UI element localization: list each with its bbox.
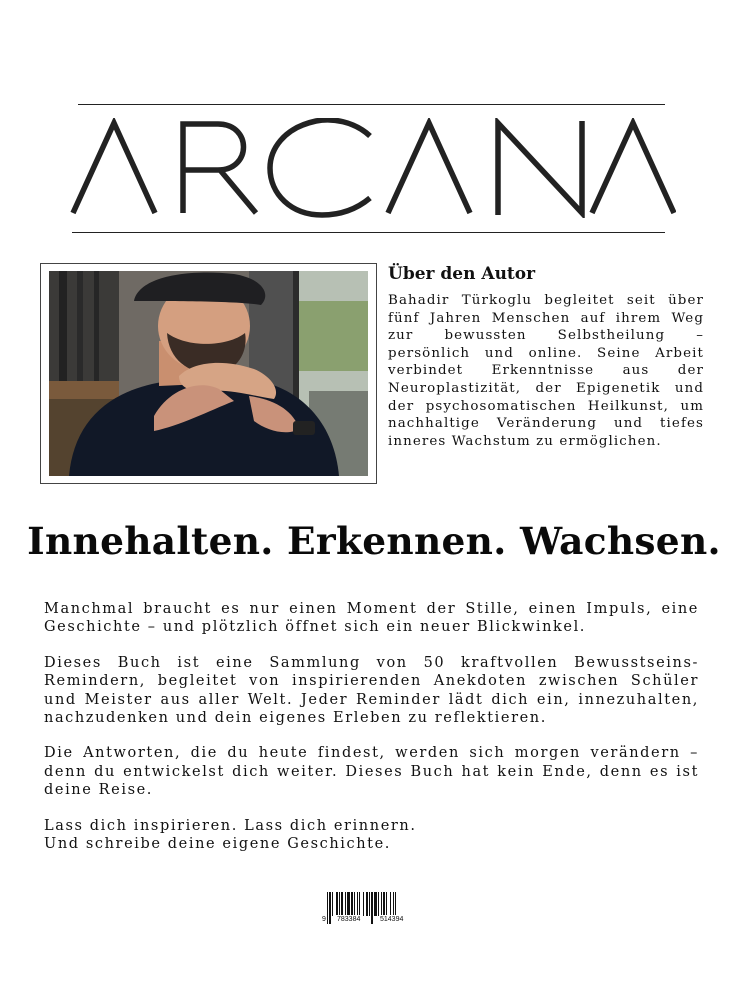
barcode-bar bbox=[359, 892, 360, 916]
barcode-bar bbox=[345, 892, 346, 916]
arcana-logo bbox=[70, 118, 676, 218]
about-text: Bahadir Türkoglu begleitet seit über fünf Jahren Menschen auf ihrem Weg zur bewussten Selbstheilung – persönlich und online. Seine Arbeit verbindet Erkenntnisse aus der Neuroplastizität, der Epigenetik und der psychosomatischen Heilkunst, um nachhaltige Veränderung und tiefes inneres Wachstum zu ermöglichen. bbox=[388, 293, 704, 449]
book-description bbox=[44, 600, 699, 870]
barcode-digits bbox=[319, 915, 423, 925]
barcode-bar bbox=[354, 892, 355, 916]
author-photo bbox=[49, 271, 368, 476]
barcode-bar bbox=[339, 892, 340, 916]
barcode-bar bbox=[366, 892, 368, 916]
headline: Innehalten. Erkennen. Wachsen. bbox=[27, 519, 721, 563]
barcode-bar bbox=[332, 892, 333, 916]
author-photo-frame bbox=[40, 263, 377, 484]
barcode-bar bbox=[369, 892, 370, 916]
barcode-bar bbox=[341, 892, 343, 916]
barcode-bar bbox=[363, 892, 364, 916]
barcode-bar bbox=[386, 892, 387, 916]
barcode-bar bbox=[393, 892, 394, 916]
paragraph-answers: Die Antworten, die du heute findest, werden sich morgen verändern – denn du entwickelst dich weiter. Dieses Buch hat kein Ende, denn es ist deine Reise. bbox=[44, 745, 699, 799]
barcode-group-2: 514394 bbox=[380, 916, 404, 923]
paragraph-collection: Dieses Buch ist eine Sammlung von 50 kraftvollen Bewusstseins-Remindern, begleitet von inspirierenden Anekdoten zwischen Schüler und Meister aus aller Welt. Jeder Reminder lädt dich ein, innezuhalten, nachzudenken und dein eigenes Erleben zu reflektieren. bbox=[44, 654, 699, 727]
barcode-lead-digit: 9 bbox=[322, 916, 326, 923]
barcode-bar bbox=[383, 892, 385, 916]
top-rule bbox=[78, 104, 665, 105]
barcode-group-1: 783384 bbox=[337, 916, 361, 923]
paragraph-intro: Manchmal braucht es nur einen Moment der Stille, einen Impuls, eine Geschichte – und plötzlich öffnet sich ein neuer Blickwinkel. bbox=[44, 601, 699, 636]
closing-line-1: Lass dich inspirieren. Lass dich erinnern. bbox=[44, 817, 417, 834]
barcode-bar bbox=[336, 892, 338, 916]
barcode-bar bbox=[351, 892, 353, 916]
bottom-rule bbox=[72, 232, 665, 233]
closing-line-2: Und schreibe deine eigene Geschichte. bbox=[44, 836, 391, 853]
about-heading: Über den Autor bbox=[388, 264, 536, 284]
about-author-section bbox=[388, 264, 704, 450]
barcode-bar bbox=[374, 892, 377, 916]
barcode-bar bbox=[357, 892, 358, 916]
barcode-bar bbox=[381, 892, 382, 916]
barcode-bar bbox=[378, 892, 379, 916]
paragraph-closing bbox=[44, 817, 699, 854]
barcode-bar bbox=[347, 892, 350, 916]
barcode-bar bbox=[395, 892, 396, 916]
barcode-bar bbox=[390, 892, 391, 916]
